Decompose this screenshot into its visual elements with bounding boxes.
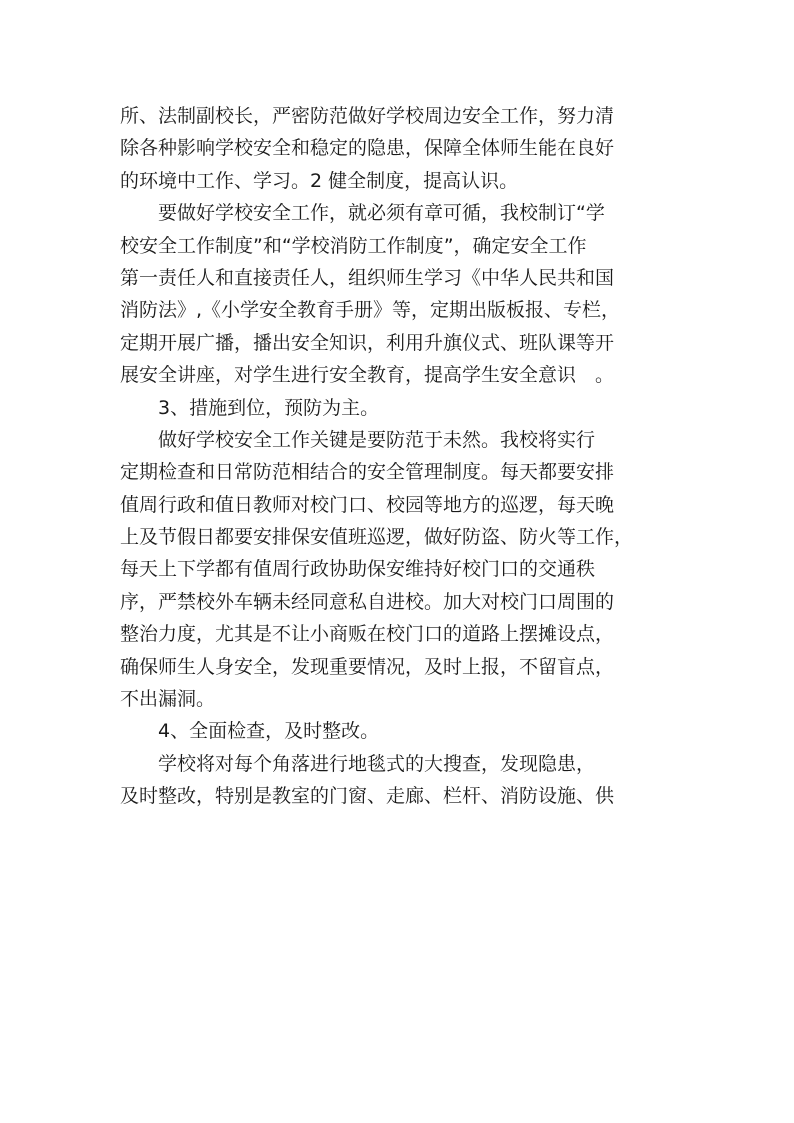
text-line: 所、法制副校长，严密防范做好学校周边安全工作，努力清	[120, 105, 615, 127]
text-line: 定期开展广播，播出安全知识，利用升旗仪式、班队课等开	[120, 331, 615, 354]
text-line: 定期检查和日常防范相结合的安全管理制度。每天都要安排	[120, 461, 615, 484]
text-line: 值周行政和值日教师对校门口、校园等地方的巡逻，每天晚	[120, 493, 615, 516]
paragraph-start-line: 做好学校安全工作关键是要防范于未然。我校将实行	[158, 428, 596, 451]
text-line: 第一责任人和直接责任人，组织师生学习《中华人民共和国	[120, 266, 615, 289]
text-line: 展安全讲座，对学生进行安全教育，提高学生安全意识 。	[120, 364, 615, 387]
paragraph-start-line: 要做好学校安全工作，就必须有章可循，我校制订“学	[158, 202, 605, 225]
text-line: 除各种影响学校安全和稳定的隐患，保障全体师生能在良好	[120, 137, 615, 160]
text-line: 的环境中工作、学习。2 健全制度，提高认识。	[120, 169, 519, 192]
section-heading-4: 4、全面检查，及时整改。	[158, 720, 380, 743]
text-line: 序，严禁校外车辆未经同意私自进校。加大对校门口周围的	[120, 590, 615, 613]
text-line: 整治力度，尤其是不让小商贩在校门口的道路上摆摊设点，	[120, 623, 615, 646]
text-line: 上及节假日都要安排保安值班巡逻，做好防盗、防火等工作，	[120, 526, 634, 549]
text-line: 及时整改，特别是教室的门窗、走廊、栏杆、消防设施、供	[120, 785, 615, 808]
text-line: 校安全工作制度”和“学校消防工作制度”，确定安全工作	[120, 234, 587, 257]
text-line: 消防法》,《小学安全教育手册》等，定期出版板报、专栏，	[120, 299, 621, 322]
document-body	[120, 100, 690, 813]
paragraph-start-line: 学校将对每个角落进行地毯式的大搜查，发现隐患，	[158, 752, 596, 775]
text-line: 确保师生人身安全，发现重要情况，及时上报，不留盲点，	[120, 655, 615, 678]
text-line: 不出漏洞。	[120, 688, 216, 711]
text-line: 每天上下学都有值周行政协助保安维持好校门口的交通秩	[120, 558, 596, 581]
section-heading-3: 3、措施到位，预防为主。	[158, 396, 380, 419]
